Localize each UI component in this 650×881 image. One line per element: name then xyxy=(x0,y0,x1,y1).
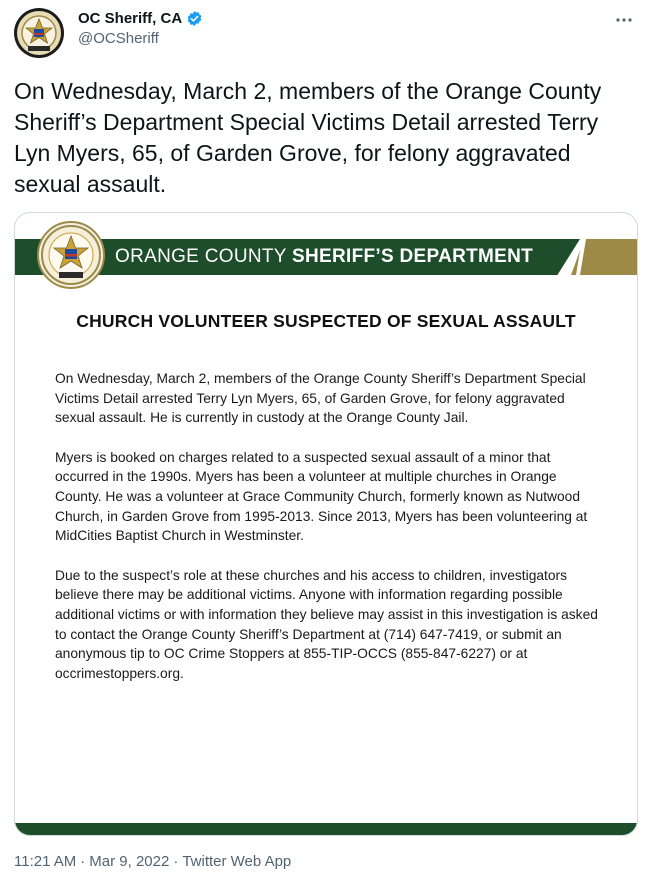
banner-bold-text: SHERIFF’S DEPARTMENT xyxy=(292,246,534,267)
sheriff-seal-icon xyxy=(39,223,103,287)
separator-dot: · xyxy=(173,853,179,870)
tweet-metadata xyxy=(14,853,291,870)
department-seal xyxy=(37,221,105,289)
author-display-name[interactable]: OC Sheriff, CA xyxy=(78,10,183,27)
author-names xyxy=(78,10,203,47)
press-release-title: CHURCH VOLUNTEER SUSPECTED OF SEXUAL ASSAULT xyxy=(76,311,576,331)
press-release-paragraph: Myers is booked on charges related to a suspected sexual assault of a minor that occurred in the 1990s. Myers has been a volunteer at multiple churches in Orange County. He was a volunteer at Grace Community Church, formerly known as Nutwood Church, in Garden Grove from 1995-2013. Since 2013, Myers has been volunteering at MidCities Baptist Church in Westminster. xyxy=(55,449,588,544)
press-release-banner xyxy=(15,239,637,275)
sheriff-badge-icon xyxy=(16,10,62,56)
tweet-header xyxy=(14,8,636,60)
verified-badge-icon xyxy=(186,10,203,27)
press-release-paragraph: On Wednesday, March 2, members of the Orange County Sheriff’s Department Special Victims Detail arrested Terry Lyn Myers, 65, of Garden Grove, for felony aggravated sexual assault. He is currently in custody at the Orange County Jail. xyxy=(55,371,586,426)
separator-dot: · xyxy=(80,853,86,870)
avatar[interactable] xyxy=(14,8,64,58)
tweet-time[interactable]: 11:21 AM xyxy=(14,853,77,870)
tweet-source[interactable]: Twitter Web App xyxy=(182,853,292,870)
banner-text xyxy=(115,239,533,275)
more-horizontal-icon xyxy=(615,17,633,23)
banner-regular-text: ORANGE COUNTY xyxy=(115,246,287,267)
tweet-date[interactable]: Mar 9, 2022 xyxy=(89,853,170,870)
display-name-row xyxy=(78,10,203,27)
tweet-text: On Wednesday, March 2, members of the Orange County Sheriff’s Department Special Victims Detail arrested Terry Lyn Myers, 65, of Garden Grove, for felony aggravated sexual assault. xyxy=(14,78,602,197)
more-button[interactable] xyxy=(614,10,634,30)
author-handle[interactable]: @OCSheriff xyxy=(78,30,159,47)
press-release-footer-bar xyxy=(15,823,637,835)
press-release-body xyxy=(55,369,603,703)
press-release-image[interactable] xyxy=(14,212,638,836)
press-release-paragraph: Due to the suspect’s role at these churches and his access to children, investigators believe there may be additional victims. Anyone with information regarding possible additional victims or with information they believe may assist in this investigation is asked to contact the Orange County Sheriff’s Department at (714) 647-7419, or submit an anonymous tip to OC Crime Stoppers at 855-TIP-OCCS (855-847-6227) or at occrimestoppers.org. xyxy=(55,567,598,681)
